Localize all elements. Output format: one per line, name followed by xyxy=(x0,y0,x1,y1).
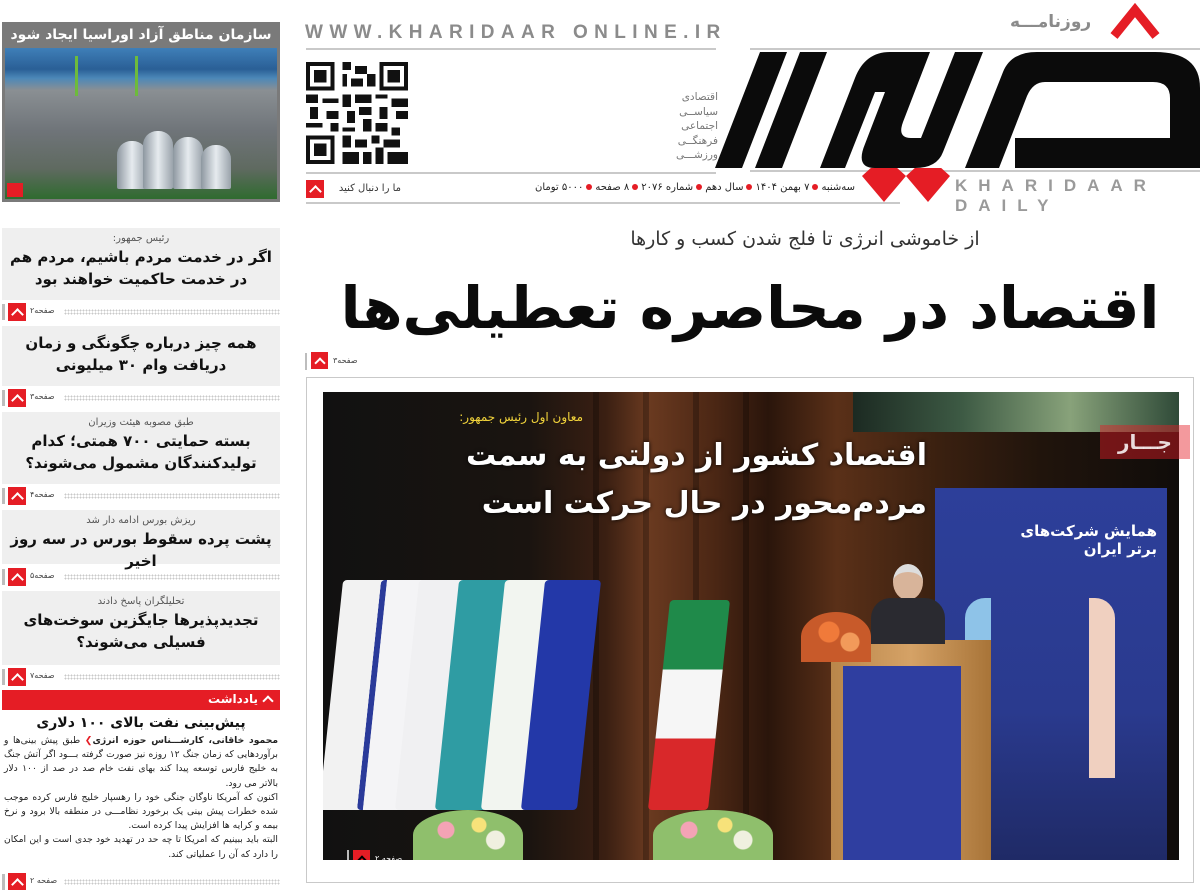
section-label: یادداشت xyxy=(208,692,258,706)
tag-divider xyxy=(2,390,5,406)
page-label: صفحه۳ xyxy=(333,356,358,365)
dotted-rule xyxy=(64,309,280,315)
story-kicker: طبق مصوبه هیئت وزیران xyxy=(88,417,194,428)
chevron-up-icon xyxy=(306,180,324,198)
english-name: KHARIDAAR DAILY xyxy=(955,176,1157,215)
conference-speaker-flags-photo xyxy=(323,392,1179,860)
chevron-up-icon xyxy=(8,487,26,505)
page-label: صفحه ۲ xyxy=(375,854,403,860)
story-kicker: ریزش بورس ادامه دار شد xyxy=(86,515,196,526)
promo-title: سازمان مناطق آزاد اوراسیا ایجاد شود xyxy=(10,27,272,43)
site-url[interactable]: WWW.KHARIDAAR ONLINE.IR xyxy=(305,22,727,43)
section-cultural: فرهنگــی xyxy=(677,134,718,147)
page-label: صفحه ۲ xyxy=(30,876,58,885)
chevron-up-icon xyxy=(262,695,273,706)
page-tag[interactable] xyxy=(347,850,417,860)
story-headline: تجدیدپذیرها جایگزین سوخت‌های فسیلی می‌شوند؟ xyxy=(23,611,259,651)
chevron-up-icon xyxy=(8,568,26,586)
side-story[interactable] xyxy=(2,510,280,570)
side-story[interactable] xyxy=(2,228,280,300)
divider xyxy=(306,172,716,174)
flowers xyxy=(801,612,871,662)
divider xyxy=(306,48,716,50)
issue-price: ۵۰۰۰ تومان xyxy=(534,182,584,193)
note-paragraph: اکنون که آمریکا ناوگان جنگی خود را رهسپار خلیج فارس کرده موجب شده خطرات پیش بینی یک برخورد نظامـــی در منطقه بالا برود و نرخ بیمه و کرایه ها افزایش پیدا کرده است. xyxy=(4,791,278,832)
section-economic: اقتصادی xyxy=(681,91,718,103)
page-tag[interactable] xyxy=(2,302,280,322)
crane-icon xyxy=(75,56,78,96)
dotted-rule xyxy=(64,879,280,885)
feature-headline: اقتصاد کشور از دولتی به سمت مردم‌محور در حال حرکت است xyxy=(466,438,927,521)
page-tag[interactable] xyxy=(305,352,385,370)
side-story[interactable] xyxy=(2,412,280,484)
top-promo[interactable] xyxy=(2,22,280,202)
follow-label: ما را دنبال کنید xyxy=(338,183,401,194)
podium-banner xyxy=(843,666,961,860)
tag-divider xyxy=(347,850,349,860)
issue-day: سه‌شنبه xyxy=(821,182,855,193)
tag-divider xyxy=(2,874,5,890)
main-headline[interactable]: اقتصاد در محاصره تعطیلی‌ها xyxy=(340,274,1160,342)
speaker-head xyxy=(893,564,923,600)
divider xyxy=(750,48,1200,50)
qr-code-icon[interactable] xyxy=(306,62,408,164)
arrow-icon: ❯ xyxy=(84,735,93,746)
watermark: جـــار xyxy=(1100,425,1190,459)
issue-date: ۷ بهمن ۱۴۰۴ xyxy=(755,182,810,193)
tag-divider xyxy=(305,353,307,370)
speaker-figure xyxy=(863,564,953,644)
page-tag[interactable] xyxy=(2,486,280,506)
note-paragraph: طبق پیش بینی‌ها و برآوردهایی که زمان جنگ ۱۲ روزه نیز صورت گرفته بـــود اگر آتش جنگ به خلیج فارس توسعه پیدا کند بهای نفت خام صد در صد از ۱۰۰ دلار بالاتر می رود. xyxy=(4,735,278,789)
dotted-rule xyxy=(64,574,280,580)
note-author: محمود خاقانی، کارشـــناس حوزه انرژی xyxy=(92,735,279,746)
sidebar xyxy=(0,0,282,890)
feature-kicker: معاون اول رئیس جمهور: xyxy=(459,410,583,424)
issue-info xyxy=(500,182,855,193)
tag-divider xyxy=(2,488,5,504)
note-paragraph: البته باید ببینیم که امریکا تا چه حد در تهدید خود جدی است و این امکان را دارد که آن را عملیاتی کند. xyxy=(4,834,278,860)
silo-icon xyxy=(201,145,231,189)
section-list xyxy=(598,90,718,163)
silo-icon xyxy=(143,131,173,189)
section-sports: ورزشـــی xyxy=(676,149,718,161)
logo-roof-icon xyxy=(1110,0,1160,42)
paper-label: روزنامـــه xyxy=(1010,12,1092,32)
dotted-rule xyxy=(64,395,280,401)
page-label: صفحه۵ xyxy=(30,571,55,580)
page-label: صفحه۳ xyxy=(30,392,55,401)
chevron-up-icon xyxy=(8,668,26,686)
page-label: صفحه۴ xyxy=(30,490,55,499)
banner-title: همایش شرکت‌های برتر ایران xyxy=(1020,522,1157,558)
bullet-icon xyxy=(696,184,702,190)
podium xyxy=(831,640,991,860)
divider xyxy=(750,170,1200,172)
newspaper-logo[interactable] xyxy=(715,52,1200,168)
issue-number: شماره ۲۰۷۶ xyxy=(641,182,694,193)
bullet-icon xyxy=(586,184,592,190)
section-political: سیاســی xyxy=(679,105,718,118)
bullet-icon xyxy=(812,184,818,190)
note-title: پیش‌بینی نفت بالای ۱۰۰ دلاری xyxy=(36,715,246,731)
chevron-up-icon xyxy=(353,850,370,860)
chevron-up-icon xyxy=(8,303,26,321)
story-kicker: تحلیلگران پاسخ دادند xyxy=(97,596,185,607)
issue-year: سال دهم xyxy=(705,182,744,193)
page-label: صفحه۷ xyxy=(30,671,55,680)
tag-divider xyxy=(2,304,5,320)
section-social: اجتماعی xyxy=(681,120,718,132)
dotted-rule xyxy=(64,674,280,680)
page-tag[interactable] xyxy=(2,872,280,890)
iran-flag-icon xyxy=(648,600,730,810)
dotted-rule xyxy=(64,493,280,499)
chevron-up-icon xyxy=(311,352,328,369)
main-kicker: از خاموشی انرژی تا فلج شدن کسب و کارها xyxy=(630,228,980,250)
side-story[interactable] xyxy=(2,591,280,665)
divider xyxy=(306,202,900,204)
side-story[interactable] xyxy=(2,326,280,386)
page-tag[interactable] xyxy=(2,567,280,587)
bullet-icon xyxy=(746,184,752,190)
chevron-up-icon xyxy=(8,389,26,407)
follow-us-button[interactable] xyxy=(306,180,401,198)
tag-divider xyxy=(2,569,5,585)
bullet-icon xyxy=(632,184,638,190)
story-kicker: رئیس جمهور: xyxy=(112,233,170,244)
note-body xyxy=(2,734,280,862)
tag-divider xyxy=(2,669,5,685)
story-headline: همه چیز درباره چگونگی و زمان دریافت وام ۳۰ میلیونی xyxy=(25,334,257,374)
story-headline: بسته حمایتی ۷۰۰ همتی؛ کدام تولیدکنندگان مشمول می‌شوند؟ xyxy=(25,432,257,472)
crane-icon xyxy=(135,56,138,96)
story-headline: پشت پرده سقوط بورس در سه روز اخیر xyxy=(10,530,272,570)
opinion-note[interactable] xyxy=(2,712,280,862)
port-silos-photo xyxy=(5,48,277,199)
page-label: صفحه۲ xyxy=(30,306,55,315)
speaker-suit xyxy=(871,598,945,644)
section-header-note xyxy=(2,690,280,710)
story-headline: اگر در خدمت مردم باشیم، مردم هم در خدمت حاکمیت خواهند بود xyxy=(10,248,272,288)
page-tag[interactable] xyxy=(2,388,280,408)
page-badge-icon xyxy=(7,183,23,197)
flowers xyxy=(413,810,523,860)
feature-story[interactable] xyxy=(306,377,1194,883)
flowers xyxy=(653,810,773,860)
silo-icon xyxy=(173,137,203,189)
page-tag[interactable] xyxy=(2,667,280,687)
chevron-up-icon xyxy=(8,873,26,890)
issue-pages: ۸ صفحه xyxy=(595,182,630,193)
